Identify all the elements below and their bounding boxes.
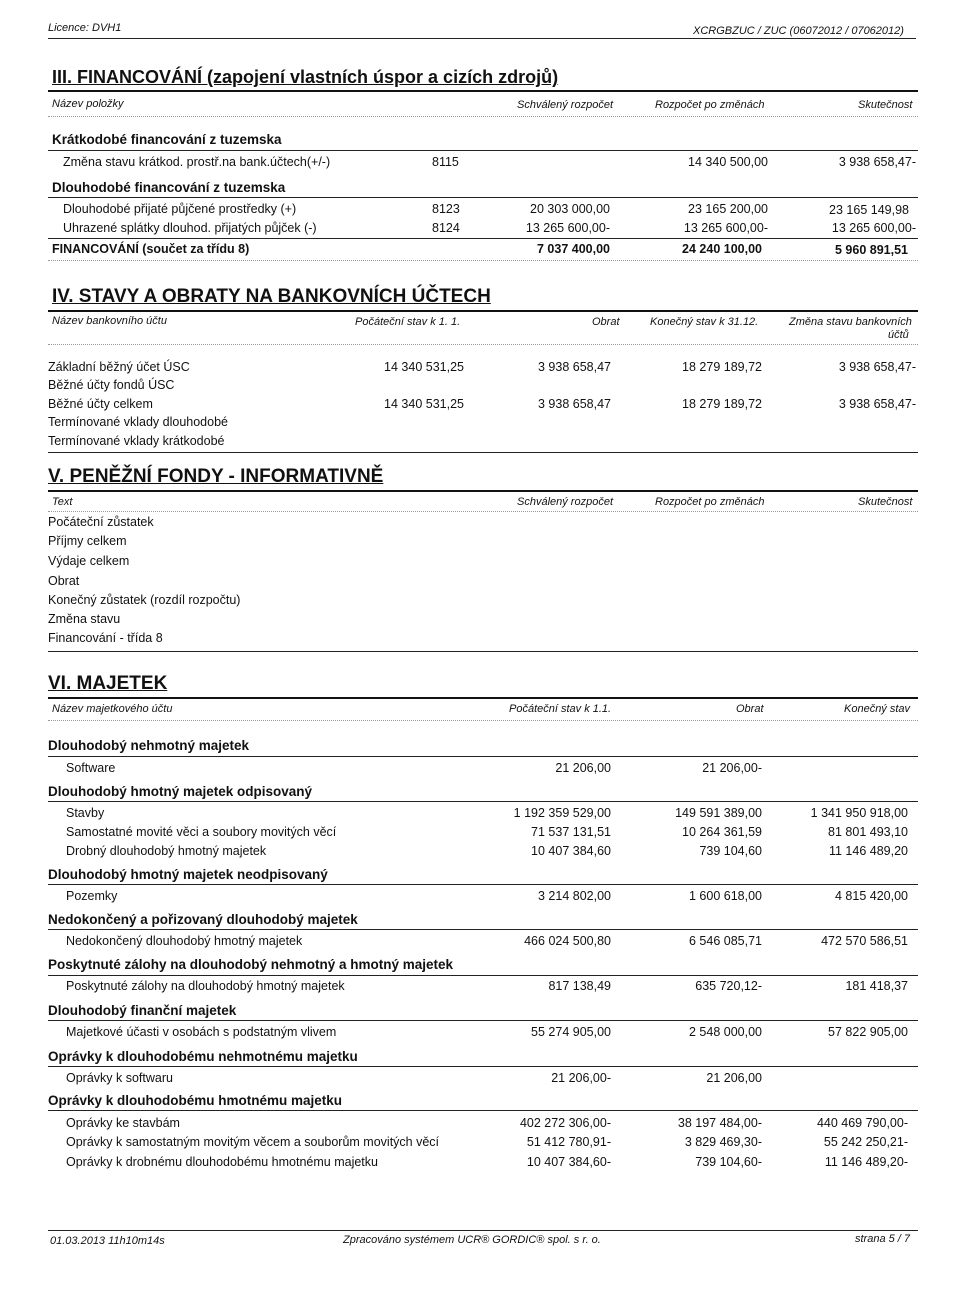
footer-date: 01.03.2013 11h10m14s [50, 1235, 165, 1247]
asset-row-obrat: 6 546 085,71 [689, 934, 762, 948]
asset-row-obrat: 21 206,00 [706, 1071, 762, 1085]
asset-row-pocatecni: 402 272 306,00- [519, 1116, 611, 1130]
row-label: Změna stavu krátkod. prostř.na bank.účtech(+/-) [63, 155, 331, 169]
total-skutecnost: 5 960 891,51 [835, 243, 908, 257]
col-header-konecny: Konečný stav [844, 703, 911, 715]
asset-row-obrat: 1 600 618,00 [689, 889, 762, 903]
col-header-skutecnost: Skutečnost [858, 99, 913, 111]
row-code: 8124 [432, 221, 460, 235]
asset-row-label: Nedokončený dlouhodobý hmotný majetek [66, 934, 303, 948]
fund-row: Konečný zůstatek (rozdíl rozpočtu) [48, 593, 241, 607]
asset-row-obrat: 38 197 484,00- [677, 1116, 762, 1130]
asset-row-konecny: 11 146 489,20- [824, 1155, 908, 1169]
row-po-zmenach: 14 340 500,00 [688, 155, 768, 169]
asset-group-title: Dlouhodobý hmotný majetek odpisovaný [48, 784, 313, 799]
col-header-rozpocet: Rozpočet po změnách [655, 99, 765, 111]
asset-row-label: Oprávky ke stavbám [66, 1116, 180, 1130]
fund-row: Výdaje celkem [48, 554, 130, 568]
asset-row-label: Oprávky k drobnému dlouhodobému hmotnému majetku [66, 1155, 378, 1169]
group-kratkodobe: Krátkodobé financování z tuzemska [52, 132, 282, 147]
bank-row-label: Běžné účty celkem [48, 397, 153, 411]
asset-row-obrat: 21 206,00- [702, 761, 762, 775]
asset-row-pocatecni: 51 412 780,91- [526, 1135, 611, 1149]
asset-row-konecny: 440 469 790,00- [816, 1116, 908, 1130]
col-header-obrat: Obrat [592, 316, 620, 328]
asset-row-pocatecni: 3 214 802,00 [538, 889, 611, 903]
row-skutecnost: 3 938 658,47- [838, 155, 916, 169]
col-header-rozpocet: Rozpočet po změnách [655, 496, 765, 508]
licence-text: Licence: DVH1 [48, 22, 122, 34]
col-header-pocatecni: Počáteční stav k 1. 1. [355, 316, 461, 328]
fund-row: Obrat [48, 574, 80, 588]
asset-row-label: Stavby [66, 806, 105, 820]
total-schvaleny: 7 037 400,00 [537, 242, 610, 256]
col-header-skutecnost: Skutečnost [858, 496, 913, 508]
asset-row-label: Oprávky k softwaru [66, 1071, 173, 1085]
asset-row-label: Oprávky k samostatným movitým věcem a souborům movitých věcí [66, 1135, 440, 1149]
row-schvaleny: 20 303 000,00 [530, 202, 610, 216]
bank-row-obrat: 3 938 658,47 [538, 360, 611, 374]
footer-system: Zpracováno systémem UCR® GORDIC® spol. s r. o. [343, 1234, 601, 1246]
asset-group-title: Dlouhodobý nehmotný majetek [48, 738, 250, 753]
asset-row-pocatecni: 10 407 384,60- [526, 1155, 611, 1169]
col-header-konecny: Konečný stav k 31.12. [650, 316, 759, 328]
total-label: FINANCOVÁNÍ (součet za třídu 8) [52, 242, 250, 256]
asset-row-konecny: 55 242 250,21- [823, 1135, 908, 1149]
col-header-majetek: Název majetkového účtu [52, 703, 173, 715]
col-header-nazev: Název položky [52, 98, 124, 110]
asset-row-pocatecni: 21 206,00 [555, 761, 611, 775]
row-code: 8123 [432, 202, 460, 216]
asset-group-title: Oprávky k dlouhodobému hmotnému majetku [48, 1093, 343, 1108]
asset-row-label: Software [66, 761, 116, 775]
fund-row: Příjmy celkem [48, 534, 127, 548]
asset-group-title: Dlouhodobý finanční majetek [48, 1003, 237, 1018]
row-po-zmenach: 23 165 200,00 [688, 202, 768, 216]
asset-row-obrat: 739 104,60- [695, 1155, 762, 1169]
fund-row: Financování - třída 8 [48, 631, 163, 645]
asset-row-konecny: 1 341 950 918,00 [810, 806, 908, 820]
footer-page: strana 5 / 7 [855, 1233, 911, 1245]
asset-row-label: Pozemky [66, 889, 118, 903]
col-header-pocatecni: Počáteční stav k 1.1. [509, 703, 612, 715]
bank-row-label: Termínované vklady krátkodobé [48, 434, 225, 448]
asset-row-pocatecni: 817 138,49 [548, 979, 611, 993]
col-header-schvaleny: Schválený rozpočet [517, 496, 613, 508]
section-iii-title: III. FINANCOVÁNÍ (zapojení vlastních úspor a cizích zdrojů) [52, 67, 559, 87]
row-label: Uhrazené splátky dlouhod. přijatých půjček (-) [63, 221, 317, 235]
asset-row-obrat: 149 591 389,00 [675, 806, 762, 820]
bank-row-label: Běžné účty fondů ÚSC [48, 378, 175, 392]
bank-row-konecny: 18 279 189,72 [682, 360, 762, 374]
bank-row-pocatecni: 14 340 531,25 [384, 360, 464, 374]
row-skutecnost: 13 265 600,00- [831, 221, 916, 235]
asset-row-obrat: 10 264 361,59 [682, 825, 762, 839]
asset-row-konecny: 181 418,37 [845, 979, 908, 993]
bank-row-label: Termínované vklady dlouhodobé [48, 415, 228, 429]
row-schvaleny: 13 265 600,00- [525, 221, 610, 235]
group-dlouhodobe: Dlouhodobé financování z tuzemska [52, 180, 286, 195]
asset-row-obrat: 2 548 000,00 [689, 1025, 762, 1039]
asset-row-konecny: 11 146 489,20 [828, 844, 908, 858]
row-po-zmenach: 13 265 600,00- [683, 221, 768, 235]
row-skutecnost: 23 165 149,98 [829, 203, 909, 217]
col-header-zmena-2: účtů [888, 329, 909, 341]
total-po-zmenach: 24 240 100,00 [682, 242, 762, 256]
asset-row-label: Majetkové účasti v osobách s podstatným vlivem [66, 1025, 337, 1039]
asset-row-pocatecni: 55 274 905,00 [531, 1025, 611, 1039]
col-header-schvaleny: Schválený rozpočet [517, 99, 613, 111]
asset-row-label: Poskytnuté zálohy na dlouhodobý hmotný majetek [66, 979, 345, 993]
asset-row-label: Drobný dlouhodobý hmotný majetek [66, 844, 267, 858]
asset-row-pocatecni: 1 192 359 529,00 [513, 806, 611, 820]
asset-row-obrat: 739 104,60 [699, 844, 762, 858]
bank-row-zmena: 3 938 658,47- [838, 360, 916, 374]
asset-row-pocatecni: 10 407 384,60 [531, 844, 611, 858]
bank-row-label: Základní běžný účet ÚSC [48, 360, 190, 374]
asset-row-obrat: 635 720,12- [695, 979, 762, 993]
bank-row-zmena: 3 938 658,47- [838, 397, 916, 411]
asset-row-pocatecni: 71 537 131,51 [531, 825, 611, 839]
asset-group-title: Oprávky k dlouhodobému nehmotnému majetku [48, 1049, 358, 1064]
bank-row-obrat: 3 938 658,47 [538, 397, 611, 411]
col-header-ucet: Název bankovního účtu [52, 315, 167, 327]
bank-row-konecny: 18 279 189,72 [682, 397, 762, 411]
report-code: XCRGBZUC / ZUC (06072012 / 07062012) [693, 25, 904, 37]
row-label: Dlouhodobé přijaté půjčené prostředky (+) [63, 202, 297, 216]
asset-row-label: Samostatné movité věci a soubory movitých věcí [66, 825, 337, 839]
asset-row-konecny: 472 570 586,51 [821, 934, 908, 948]
section-iv-title: IV. STAVY A OBRATY NA BANKOVNÍCH ÚČTECH [52, 286, 491, 307]
asset-group-title: Poskytnuté zálohy na dlouhodobý nehmotný a hmotný majetek [48, 957, 454, 972]
asset-row-obrat: 3 829 469,30- [684, 1135, 762, 1149]
row-code: 8115 [432, 155, 459, 169]
asset-row-pocatecni: 466 024 500,80 [524, 934, 611, 948]
asset-group-title: Dlouhodobý hmotný majetek neodpisovaný [48, 867, 328, 882]
fund-row: Počáteční zůstatek [48, 515, 154, 529]
asset-row-konecny: 81 801 493,10 [828, 825, 908, 839]
fund-row: Změna stavu [48, 612, 121, 626]
bank-row-pocatecni: 14 340 531,25 [384, 397, 464, 411]
col-header-text: Text [52, 496, 73, 508]
section-vi-title: VI. MAJETEK [48, 673, 168, 694]
asset-row-konecny: 4 815 420,00 [835, 889, 908, 903]
section-v-title: V. PENĚŽNÍ FONDY - INFORMATIVNĚ [48, 466, 384, 487]
asset-row-pocatecni: 21 206,00- [551, 1071, 611, 1085]
asset-group-title: Nedokončený a pořizovaný dlouhodobý majetek [48, 912, 358, 927]
col-header-zmena: Změna stavu bankovních [789, 316, 912, 328]
col-header-obrat: Obrat [736, 703, 764, 715]
asset-row-konecny: 57 822 905,00 [828, 1025, 908, 1039]
